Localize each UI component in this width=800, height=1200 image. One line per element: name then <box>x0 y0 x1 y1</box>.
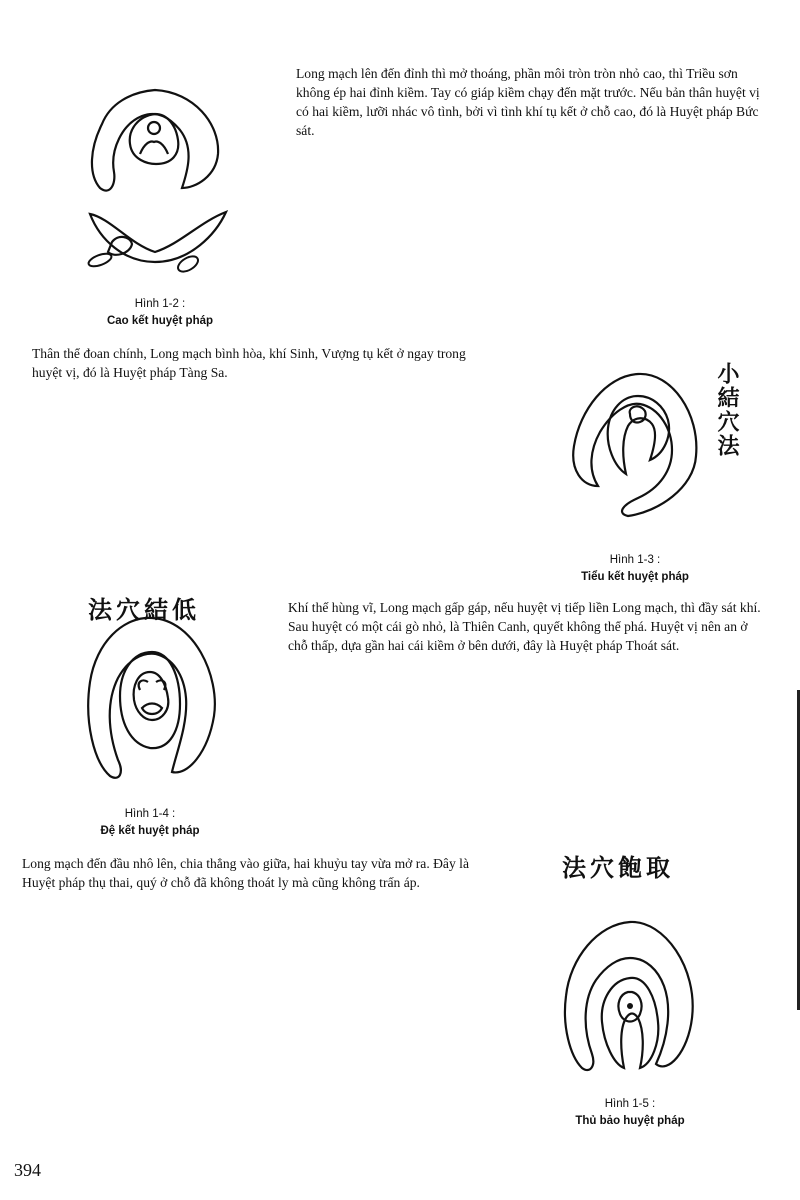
figure-1-5-caption <box>560 1096 700 1130</box>
figure-1-5-title: Thủ bảo huyệt pháp <box>575 1115 685 1127</box>
figure-1-3-caption <box>560 552 710 586</box>
figure-1-5-number: Hình 1-5 : <box>604 1098 656 1110</box>
figure-1-5-chinese-title: 法穴飽取 <box>562 853 674 882</box>
figure-1-2-svg <box>70 84 240 284</box>
figure-1-4-svg <box>76 612 226 788</box>
figure-1-3-number: Hình 1-3 : <box>609 554 661 566</box>
figure-1-5-drawing <box>560 918 700 1078</box>
figure-1-2-caption <box>80 296 240 330</box>
paragraph-tang-sa: Thân thể đoan chính, Long mạch bình hòa, khí Sinh, Vượng tụ kết ở ngay trong huyệt vị, đó là Huyệt pháp Tàng Sa. <box>32 346 466 380</box>
figure-1-3-drawing <box>568 370 708 520</box>
figure-1-2-number: Hình 1-2 : <box>134 298 186 310</box>
paragraph-bic-sat: Long mạch lên đến đỉnh thì mở thoáng, phần môi tròn tròn nhỏ cao, thì Triều sơn không ép hai đỉnh kiềm. Tay có giáp kiềm chạy đến mặt trước. Nếu bản thân huyệt vị có hai kiềm, lưỡi nhác vô tình, bởi vì tình khí tụ kết ở chỗ cao, đó là Huyệt pháp Bức sát. <box>296 66 760 138</box>
figure-1-3-title: Tiểu kết huyệt pháp <box>581 571 689 583</box>
figure-1-4-title: Đệ kết huyệt pháp <box>100 825 200 837</box>
figure-1-4-drawing <box>76 612 226 788</box>
paragraph-thu-thai: Long mạch đến đầu nhô lên, chia thẳng vào giữa, hai khuỷu tay vừa mở ra. Đây là Huyệt pháp thụ thai, quý ở chỗ đã không thoát ly mà cũng không trấn áp. <box>22 856 469 890</box>
figure-1-4-caption <box>70 806 230 840</box>
figure-1-4-number: Hình 1-4 : <box>124 808 176 820</box>
figure-1-4-chinese-title: 法穴結低 <box>88 595 200 624</box>
page-number: 394 <box>14 1160 41 1180</box>
figure-1-2-drawing <box>70 84 240 284</box>
figure-1-2-title: Cao kết huyệt pháp <box>106 315 214 327</box>
figure-1-5-svg <box>560 918 700 1078</box>
figure-1-3-chinese-title: 小結穴法 <box>714 362 740 458</box>
figure-1-3-svg <box>568 370 708 520</box>
paragraph-thoat-sat: Khí thế hùng vĩ, Long mạch gấp gáp, nếu huyệt vị tiếp liền Long mạch, thì đầy sát khí. Sau huyệt có một cái gò nhỏ, là Thiên Canh, quyết không thể phá. Huyệt vị nên an ở chỗ thấp, dựa gần hai cái kiềm ở bên dưới, đây là Huyệt pháp Thoát sát. <box>288 600 761 653</box>
